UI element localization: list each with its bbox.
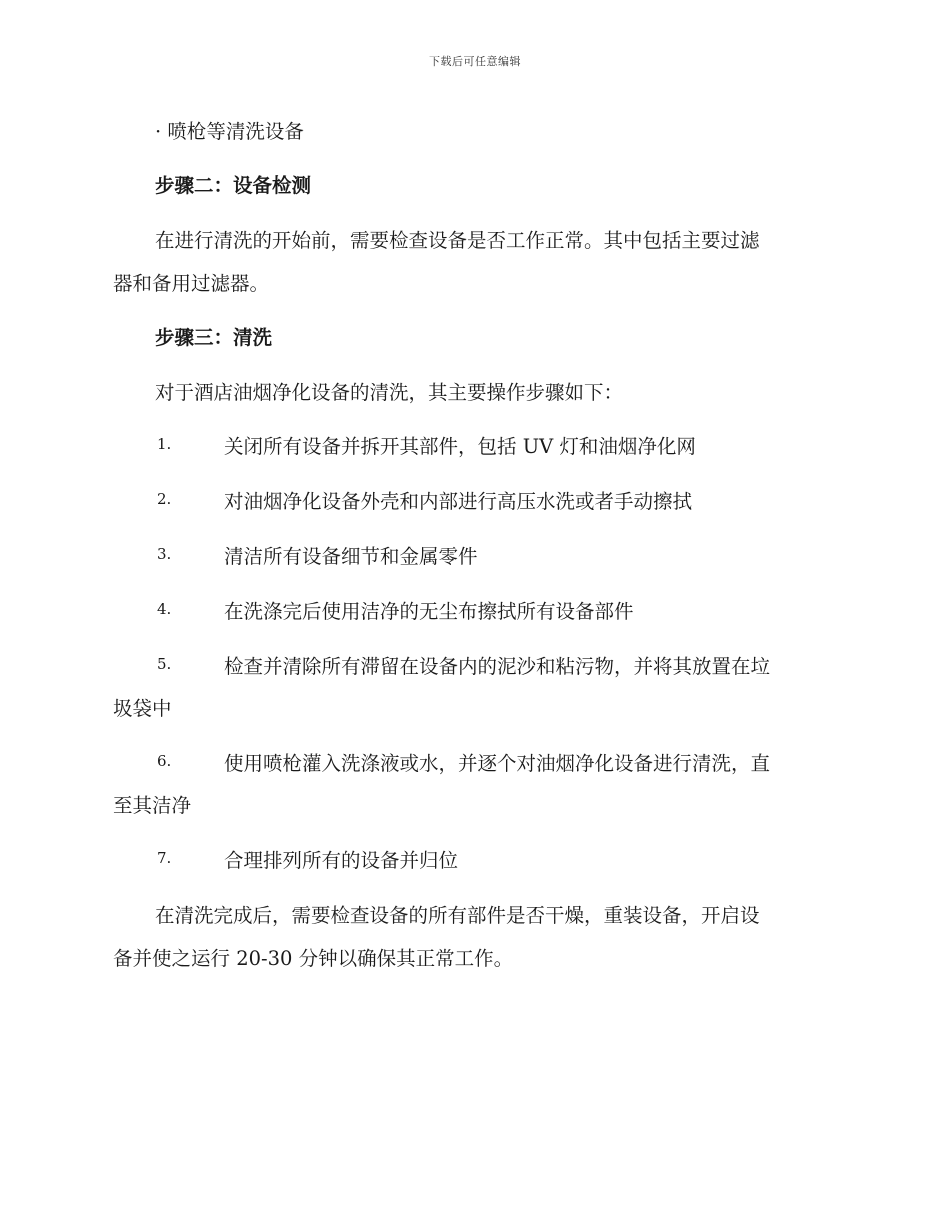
list-text-continuation: 至其洁净 bbox=[113, 794, 192, 817]
list-text: 在洗涤完后使用洁净的无尘布擦拭所有设备部件 bbox=[224, 600, 634, 623]
list-text: 关闭所有设备并拆开其部件，包括 UV 灯和油烟净化网 bbox=[224, 435, 696, 458]
list-number: 3. bbox=[157, 545, 172, 563]
step2-paragraph-line1: 在进行清洗的开始前，需要检查设备是否工作正常。其中包括主要过滤 bbox=[155, 229, 760, 252]
closing-paragraph-line2: 备并使之运行 20-30 分钟以确保其正常工作。 bbox=[113, 947, 514, 970]
list-number: 1. bbox=[157, 435, 172, 453]
page-header: 下载后可任意编辑 bbox=[429, 55, 521, 68]
list-number: 5. bbox=[157, 655, 172, 673]
list-number: 2. bbox=[157, 490, 172, 508]
list-text-continuation: 圾袋中 bbox=[113, 697, 172, 720]
step3-heading: 步骤三：清洗 bbox=[155, 326, 273, 349]
list-number: 6. bbox=[157, 752, 172, 770]
closing-paragraph-line1: 在清洗完成后，需要检查设备的所有部件是否干燥，重装设备，开启设 bbox=[155, 904, 760, 927]
list-text: 清洁所有设备细节和金属零件 bbox=[224, 545, 478, 568]
list-text: 检查并清除所有滞留在设备内的泥沙和粘污物，并将其放置在垃 bbox=[224, 655, 771, 678]
list-text: 使用喷枪灌入洗涤液或水，并逐个对油烟净化设备进行清洗，直 bbox=[224, 752, 771, 775]
list-number: 7. bbox=[157, 849, 172, 867]
bullet-item: · 喷枪等清洗设备 bbox=[155, 120, 304, 143]
step3-intro: 对于酒店油烟净化设备的清洗，其主要操作步骤如下： bbox=[155, 381, 624, 404]
list-number: 4. bbox=[157, 600, 172, 618]
list-text: 合理排列所有的设备并归位 bbox=[224, 849, 459, 872]
step2-paragraph-line2: 器和备用过滤器。 bbox=[113, 272, 270, 295]
list-text: 对油烟净化设备外壳和内部进行高压水洗或者手动擦拭 bbox=[224, 490, 693, 513]
step2-heading: 步骤二：设备检测 bbox=[155, 174, 312, 197]
